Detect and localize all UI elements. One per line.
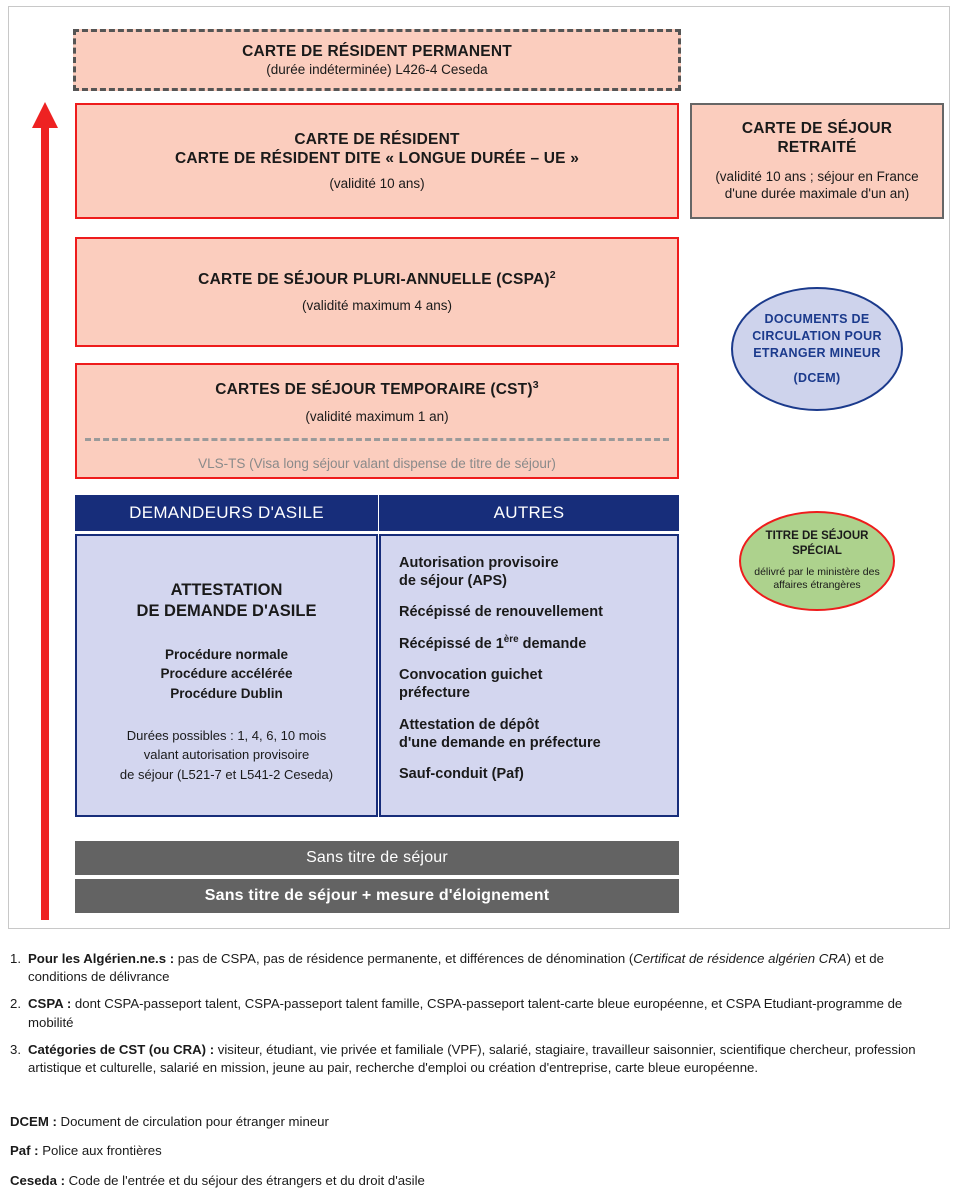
- footnote-3-body: visiteur, étudiant, vie privée et familiale (VPF), salarié, stagiaire, travailleur saisonnier, scientifique chercheur, profession artistique et culturelle, salarié en mission, jeune au pair, recherche d'emploi ou création d'entreprise, carte bleue européenne.: [28, 1041, 916, 1076]
- abbreviation-ceseda-term: Ceseda :: [10, 1172, 65, 1188]
- card-cspa-title: [198, 269, 556, 290]
- asylum-title-line2: DE DEMANDE D'ASILE: [136, 602, 317, 621]
- card-permanent-resident-subtitle: (durée indéterminée) L426-4 Ceseda: [266, 61, 488, 77]
- footnote-3: [10, 1041, 940, 1077]
- footnote-2-body: dont CSPA-passeport talent, CSPA-passeport talent famille, CSPA-passeport talent-carte bleue européenne, et CSPA Etudiant-programme de mobilité: [28, 996, 903, 1030]
- list-item: [399, 765, 665, 783]
- other-doc-line1: Autorisation provisoire: [399, 555, 559, 571]
- card-retiree-subtitle: (validité 10 ans ; séjour en France d'une durée maximale d'un an): [715, 168, 919, 202]
- list-item: [399, 603, 665, 621]
- special-title-subtitle: délivré par le ministère des affaires étrangères: [754, 565, 880, 592]
- asylum-duration-note: [120, 726, 333, 785]
- bar-no-residence-permit: Sans titre de séjour: [75, 841, 679, 875]
- abbreviation-paf-term: Paf :: [10, 1143, 39, 1159]
- footnote-3-strong: Catégories de CST (ou CRA) :: [28, 1041, 215, 1057]
- ellipse-special-residence-title: [739, 511, 895, 611]
- footnote-1: [10, 950, 940, 986]
- abbreviation-paf-definition: Police aux frontières: [38, 1143, 162, 1159]
- abbreviation-ceseda: [10, 1172, 940, 1190]
- card-retiree: [690, 103, 944, 219]
- list-item: [399, 666, 665, 702]
- footnote-1-italic: Certificat de résidence algérien CRA: [633, 951, 847, 966]
- list-item: [399, 634, 665, 653]
- header-others: AUTRES: [379, 495, 679, 531]
- asylum-note-line1: Durées possibles : 1, 4, 6, 10 mois: [126, 727, 327, 743]
- abbreviation-dcem: [10, 1113, 940, 1131]
- footnote-2-strong: CSPA :: [28, 996, 72, 1012]
- card-cst: [75, 363, 679, 479]
- card-cst-title: [215, 379, 539, 400]
- card-cspa-subtitle: (validité maximum 4 ans): [301, 298, 453, 314]
- card-cst-footnote-ref: 3: [532, 379, 539, 391]
- other-doc-line2: d'une demande en préfecture: [399, 734, 601, 751]
- card-resident: [75, 103, 679, 219]
- footnote-3-text: [28, 1041, 940, 1077]
- cst-divider: [85, 438, 669, 441]
- dcem-line2: CIRCULATION POUR: [752, 328, 882, 343]
- card-vls-ts-label: VLS-TS (Visa long séjour valant dispense de titre de séjour): [198, 456, 556, 471]
- card-cst-title-text: CARTES DE SÉJOUR TEMPORAIRE (CST): [215, 381, 533, 399]
- dcem-code: (DCEM): [793, 371, 841, 386]
- footnote-1-body2: ) et de conditions de délivrance: [28, 951, 884, 985]
- other-doc-renewal: Récépissé de renouvellement: [399, 604, 603, 621]
- asylum-procedure-item: Procédure normale: [164, 646, 289, 662]
- abbreviation-dcem-definition: Document de circulation pour étranger mineur: [56, 1114, 329, 1129]
- header-asylum-seekers: DEMANDEURS D'ASILE: [75, 495, 378, 531]
- footnotes: [10, 950, 940, 1086]
- card-permanent-resident: [73, 29, 681, 91]
- other-doc-line1: Attestation de dépôt: [399, 716, 540, 733]
- other-doc-safe-conduct: Sauf-conduit (Paf): [399, 765, 524, 782]
- diagram-frame: [8, 6, 950, 929]
- card-retiree-title-line1: CARTE DE SÉJOUR: [741, 120, 893, 138]
- card-cst-subtitle: (validité maximum 1 an): [305, 408, 449, 424]
- asylum-procedure-item: Procédure accélérée: [160, 666, 293, 682]
- footnote-2-text: [28, 995, 940, 1031]
- card-cspa-footnote-ref: 2: [549, 268, 556, 281]
- other-doc-line2: de séjour (APS): [399, 573, 507, 590]
- panel-asylum-attestation: [75, 534, 378, 817]
- special-title-line2: SPÉCIAL: [792, 544, 842, 557]
- footnote-1-text: [28, 950, 940, 986]
- asylum-note-line2: valant autorisation provisoire: [143, 747, 310, 763]
- card-resident-title-line2: CARTE DE RÉSIDENT DITE « LONGUE DURÉE – UE »: [174, 150, 580, 168]
- panel-other-documents: [379, 534, 679, 817]
- abbreviation-ceseda-definition: Code de l'entrée et du séjour des étrangers et du droit d'asile: [64, 1172, 425, 1188]
- footnote-2: [10, 995, 940, 1031]
- footnote-3-number: 3.: [10, 1041, 21, 1057]
- footnote-2-number: 2.: [10, 996, 21, 1012]
- list-item: [399, 716, 665, 752]
- card-permanent-resident-title: CARTE DE RÉSIDENT PERMANENT: [242, 42, 512, 60]
- abbreviation-paf: [10, 1142, 940, 1160]
- card-cspa-title-text: CARTE DE SÉJOUR PLURI-ANNUELLE (CSPA): [198, 271, 550, 289]
- dcem-line3: ETRANGER MINEUR: [753, 345, 881, 360]
- other-documents-list: [399, 554, 665, 796]
- other-doc-line2: préfecture: [399, 685, 470, 702]
- special-title-line1: TITRE DE SÉJOUR: [765, 529, 869, 542]
- abbreviation-dcem-term: DCEM :: [10, 1114, 57, 1129]
- asylum-title-line1: ATTESTATION: [170, 581, 283, 599]
- progression-arrow-icon: [32, 102, 58, 920]
- abbreviations: [10, 1113, 940, 1201]
- bar-no-permit-removal-order: Sans titre de séjour + mesure d'éloignement: [75, 879, 679, 913]
- footnote-1-body: pas de CSPA, pas de résidence permanente, et différences de dénomination (: [174, 951, 634, 966]
- card-retiree-title-line2: RETRAITÉ: [777, 139, 857, 157]
- asylum-procedure-item: Procédure Dublin: [170, 686, 283, 701]
- footnote-1-strong: Pour les Algérien.ne.s :: [28, 951, 175, 966]
- card-resident-subtitle: (validité 10 ans): [329, 175, 425, 191]
- asylum-note-line3: de séjour (L521-7 et L541-2 Ceseda): [119, 766, 334, 782]
- other-doc-first-request: Récépissé de 1ère demande: [399, 634, 587, 653]
- arrow-shaft: [41, 124, 49, 920]
- list-item: [399, 554, 665, 590]
- card-cspa: [75, 237, 679, 347]
- other-doc-line1: Convocation guichet: [399, 667, 543, 684]
- ellipse-dcem: [731, 287, 903, 411]
- dcem-line1: DOCUMENTS DE: [764, 311, 870, 326]
- card-resident-title-line1: CARTE DE RÉSIDENT: [294, 130, 460, 148]
- footnote-1-number: 1.: [10, 951, 21, 966]
- asylum-procedures: [160, 645, 292, 704]
